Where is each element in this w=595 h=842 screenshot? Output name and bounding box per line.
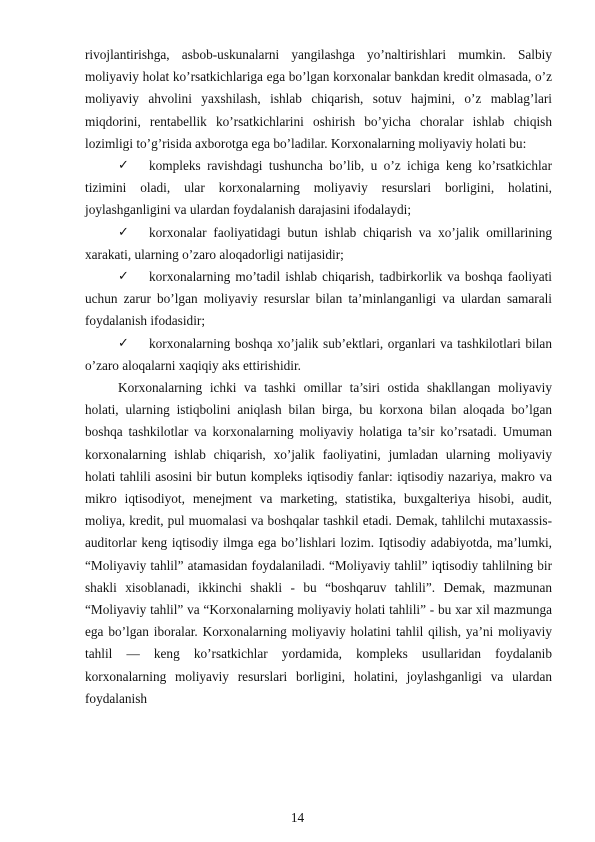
check-mark-icon: ✓ [118,335,129,351]
page-number: 14 [290,810,305,825]
bullet-item-3 [85,266,552,333]
bullet-item-text: kompleks ravishdagi tushuncha bo’lib, u o’z ichiga keng ko’rsatkichlar tizimini oladi, ular korxonalarning moliyaviy resurslari borligini, holatini, joylashganligini va ulardan foydalanish darajasini ifodalaydi; [85,158,552,218]
body-text [85,44,552,710]
paragraph-main: Korxonalarning ichki va tashki omillar ta’siri ostida shakllangan moliyaviy holati, ularning istiqbolini aniqlash bilan birga, bu korxona bilan aloqada bo’lgan boshqa tashkilotlar va korxonalarning moliyaviy holatiga ta’sir ko’rsatadi. Umuman korxonalarning ishlab chiqarish, xo’jalik faoliyatini, jumladan ularning moliyaviy holati tahlili asosini bir butun kompleks iqtisodiy fanlar: iqtisodiy nazariya, makro va mikro iqtisodiyot, menejment va marketing, statistika, buxgalteriya hisobi, audit, moliya, kredit, pul muomalasi va boshqalar tashkil etadi. Demak, tahlilchi mutaxassis-auditorlar keng iqtisodiy ilmga ega bo’lishlari lozim. Iqtisodiy adabiyotda, ma’lumki, “Moliyaviy tahlil” atamasidan foydalaniladi. “Moliyaviy tahlil” iqtisodiy tahlilning bir shakli xisoblanadi, ikkinchi shakli - bu “boshqaruv tahlili”. Demak, mazmunan “Moliyaviy tahlil” va “Korxonalarning moliyaviy holati tahlili” - bu xar xil mazmunga ega bo’lgan iboralar. Korxonalarning moliyaviy holatini tahlil qilish, ya’ni moliyaviy tahlil — keng ko’rsatkichlar yordamida, kompleks usullaridan foydalanib korxonalarning moliyaviy resurslari borligini, holatini, joylashganligi va ulardan foydalanish [85,380,552,706]
check-mark-icon: ✓ [118,269,129,285]
bullet-item-text: korxonalar faoliyatidagi butun ishlab chiqarish va xo’jalik omillarining xarakati, ularning o’zaro aloqadorligi natijasidir; [85,224,552,262]
check-mark-icon: ✓ [118,224,129,240]
bullet-item-1 [85,155,552,222]
bullet-item-text: korxonalarning mo’tadil ishlab chiqarish, tadbirkorlik va boshqa faoliyati uchun zarur bo’lgan moliyaviy resurslar bilan ta’minlanganligi va ulardan samarali foydalanish ifodasidir; [85,269,552,329]
bullet-item-2 [85,222,552,266]
bullet-item-4 [85,333,552,377]
paragraph-intro: rivojlantirishga, asbob-uskunalarni yangilashga yo’naltirishlari mumkin. Salbiy moliyaviy holat ko’rsatkichlariga ega bo’lgan korxonalar bankdan kredit olmasada, o’z moliyaviy ahvolini yaxshilash, ishlab chiqarish, sotuv hajmini, o’z mablag’lari miqdorini, rentabellik ko’rsatkichlarini oshirish bo’yicha choralar ishlab chiqish lozimligi to’g’risida axborotga ega bo’ladilar. Korxonalarning moliyaviy holati bu: [85,47,552,151]
bullet-item-text: korxonalarning boshqa xo’jalik sub’ektlari, organlari va tashkilotlari bilan o’zaro aloqalarni xaqiqiy aks ettirishidir. [85,335,552,373]
check-mark-icon: ✓ [118,158,129,174]
